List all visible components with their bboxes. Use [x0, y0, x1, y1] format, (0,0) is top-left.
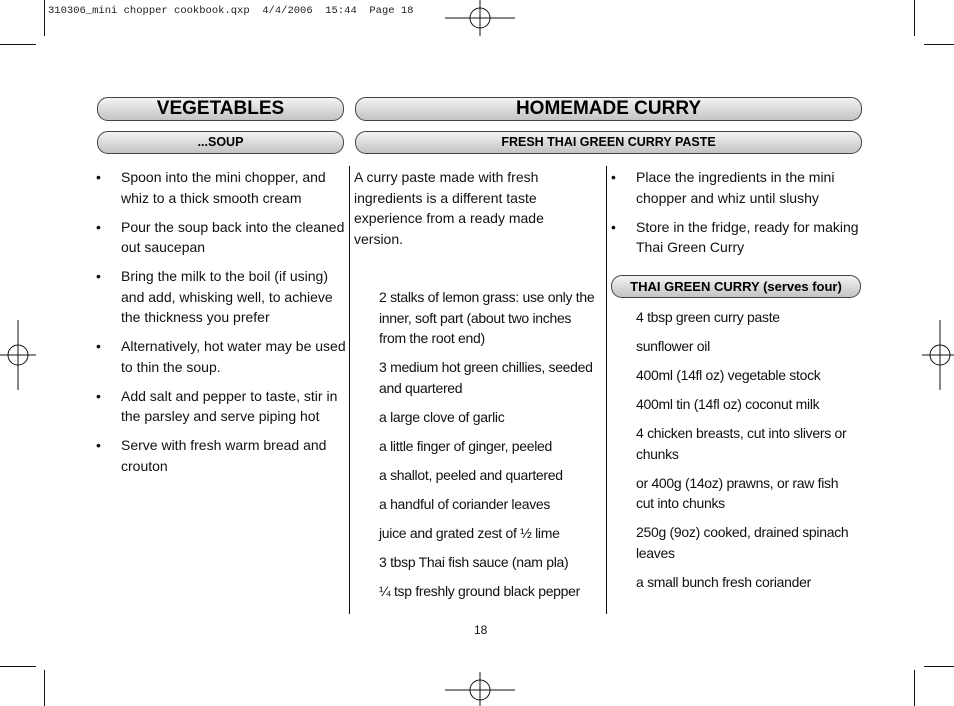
curry-paste-ingredients — [379, 287, 601, 610]
crop-mark — [914, 670, 915, 706]
section-heading-vegetables: VEGETABLES — [97, 97, 344, 121]
list-item: 400ml (14fl oz) vegetable stock — [636, 367, 821, 383]
green-curry-ingredients — [636, 307, 858, 601]
registration-mark-right — [922, 320, 954, 390]
list-item: 400ml tin (14fl oz) coconut milk — [636, 396, 820, 412]
registration-mark-bottom — [440, 672, 520, 706]
subheading-soup: ...SOUP — [97, 131, 344, 154]
crop-mark — [0, 666, 36, 667]
list-item: 250g (9oz) cooked, drained spinach leaves — [636, 524, 849, 561]
column-divider — [606, 166, 607, 614]
list-item: • Add salt and pepper to taste, stir in the parsley and serve piping hot — [96, 386, 348, 427]
list-item: • Alternatively, hot water may be used to thin the soup. — [96, 336, 348, 377]
list-item: • Spoon into the mini chopper, and whiz to a thick smooth cream — [96, 167, 348, 208]
list-item: or 400g (14oz) prawns, or raw fish cut into chunks — [636, 474, 839, 511]
page-number: 18 — [474, 623, 488, 637]
list-item: a small bunch fresh coriander — [636, 573, 811, 590]
list-item: • Place the ingredients in the mini chopper and whiz until slushy — [611, 167, 859, 208]
list-item: juice and grated zest of ½ lime — [379, 524, 560, 541]
crop-mark — [924, 666, 954, 667]
crop-mark — [44, 0, 45, 36]
list-item: sunflower oil — [636, 338, 710, 354]
curry-paste-intro: A curry paste made with fresh ingredients is a different taste experience from a ready made version. — [354, 169, 544, 247]
crop-mark — [44, 670, 45, 706]
list-item: 2 stalks of lemon grass: use only the inner, soft part (about two inches from the root end) — [379, 289, 595, 346]
subheading-thai-green-curry: THAI GREEN CURRY (serves four) — [611, 275, 861, 298]
list-item: a handful of coriander leaves — [379, 495, 551, 512]
column-divider — [349, 166, 350, 614]
list-item: • Serve with fresh warm bread and crouton — [96, 435, 348, 476]
crop-mark — [0, 44, 36, 45]
soup-steps-list — [96, 167, 348, 485]
list-item: • Bring the milk to the boil (if using) and add, whisking well, to achieve the thickness you prefer — [96, 266, 348, 328]
crop-mark — [914, 0, 915, 36]
curry-paste-method-list — [611, 167, 859, 266]
registration-mark-left — [0, 320, 36, 390]
list-item: a little finger of ginger, peeled — [379, 437, 553, 454]
crop-mark — [924, 44, 954, 45]
subheading-thai-curry-paste: FRESH THAI GREEN CURRY PASTE — [355, 131, 862, 154]
list-item: 3 tbsp Thai fish sauce (nam pla) — [379, 553, 569, 570]
list-item: 4 chicken breasts, cut into slivers or chunks — [636, 425, 847, 462]
section-heading-homemade-curry: HOMEMADE CURRY — [355, 97, 862, 121]
list-item: 4 tbsp green curry paste — [636, 309, 780, 325]
registration-mark-top — [440, 0, 520, 40]
list-item: • Store in the fridge, ready for making Thai Green Curry — [611, 217, 859, 258]
list-item: • Pour the soup back into the cleaned out saucepan — [96, 217, 348, 258]
list-item: ¼ tsp freshly ground black pepper — [379, 582, 581, 599]
list-item: a large clove of garlic — [379, 408, 505, 425]
print-slug: 310306_mini chopper cookbook.qxp 4/4/2006 15:44 Page 18 — [48, 5, 414, 17]
list-item: 3 medium hot green chillies, seeded and quartered — [379, 359, 593, 396]
list-item: a shallot, peeled and quartered — [379, 466, 563, 483]
